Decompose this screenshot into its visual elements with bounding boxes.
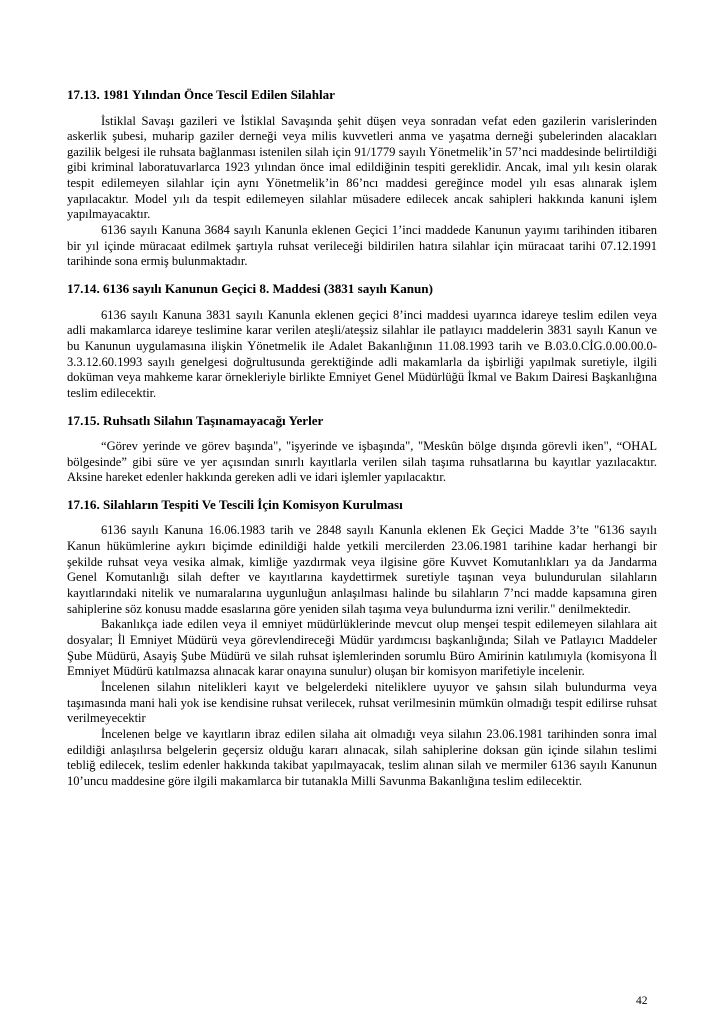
page-number: 42	[636, 995, 648, 1007]
section-17-14	[67, 281, 657, 401]
section-spacer	[67, 270, 657, 281]
document-page	[67, 87, 657, 790]
paragraph: İncelenen belge ve kayıtların ibraz edilen silaha ait olmadığı veya silahın 23.06.1981 tarihinden sonra imal edildiği anlaşılırsa belgelerin geçersiz olduğu kararı alınacak, silah sahiplerine doksan gün içinde silahın teslimi tebliğ edilecek, teslim edenler hakkında takibat yapılmayacak, teslim alınan silah ve mermiler 6136 sayılı Kanunun 10’uncu maddesine göre ilgili makamlarca bir tutanakla Milli Savunma Bakanlığına teslim edilecektir.	[67, 727, 657, 788]
paragraph: İncelenen silahın nitelikleri kayıt ve belgelerdeki niteliklere uyuyor ve şahsın silah bulundurma veya taşımasında mani hali yok ise kendisine ruhsat verilecek, ruhsat verilmesinin mümkün olmadığı tespit edilirse ruhsat verilmeyecektir	[67, 680, 657, 726]
paragraph: İstiklal Savaşı gazileri ve İstiklal Savaşında şehit düşen veya sonradan vefat eden gazilerin varislerinden askerlik şubesi, muharip gaziler derneği veya milis kuvvetleri anma ve yaşatma derneği şubelerinden alacakları gazilik belgesi ile ruhsata bağlanması istenilen silah için 91/1779 sayılı Yönetmelik’in 57’nci maddesinde belirtildiği gibi kriminal laboratuvarlarca 1923 yılından önce imal edildiğinin tespiti gereklidir. Ancak, imal yılı kesin olarak tespit edilemeyen silahlar için aynı Yönetmelik’in 86’ncı maddesi gereğince model yılı esas alınarak işlem yapılacaktır. Model yılı da tespit edilemeyen silahlar müsadere edilecek ancak sahipleri hakkında kanuni işlem yapılmayacaktır.	[67, 113, 657, 222]
paragraph: 6136 sayılı Kanuna 3684 sayılı Kanunla eklenen Geçici 1’inci maddede Kanunun yayımı tarihinden itibaren bir yıl içinde müracaat edilmek şartıyla ruhsat verileceği bildirilen hatıra silahlar için müracaat tarihi 07.12.1991 tarihinde sona ermiş bulunmaktadır.	[67, 223, 657, 269]
section-heading: 17.15. Ruhsatlı Silahın Taşınamayacağı Yerler	[67, 412, 324, 428]
paragraph: 6136 sayılı Kanuna 3831 sayılı Kanunla eklenen geçici 8’inci maddesi uyarınca idareye teslim edilen veya adli makamlarca idareye teslimine karar verilen ateşli/ateşsiz silahlar ile patlayıcı maddelerin 3831 sayılı Kanun ve bu Kanunun uygulamasına ilişkin Yönetmelik ile Adalet Bakanlığının 11.08.1993 tarih ve B.03.0.CİG.0.00.00.0-3.3.12.60.1993 sayılı genelgesi doğrultusunda gerektiğinde adli makamlarla da işbirliği yapılmak suretiyle, ilgili doküman veya mahkeme karar örnekleriyle birlikte Emniyet Genel Müdürlüğü İkmal ve Bakım Dairesi Başkanlığına teslim edilecektir.	[67, 307, 657, 400]
section-spacer	[67, 486, 657, 497]
section-heading: 17.13. 1981 Yılından Önce Tescil Edilen Silahlar	[67, 87, 335, 102]
paragraph: Bakanlıkça iade edilen veya il emniyet müdürlüklerinde mevcut olup menşei tespit edilemeyen silahlara ait dosyalar; İl Emniyet Müdürü veya görevlendireceği Müdür yardımcısı başkanlığında; Silah ve Patlayıcı Maddeler Şube Müdürü, Asayiş Şube Müdürü ve silah ruhsat işlemlerinden sorumlu Büro Amirinin katılımıyla (komisyona İl Emniyet Müdürü katılmazsa alınacak karar onayına sunulur) oluşan bir komisyon marifetiyle incelenir.	[67, 617, 657, 679]
section-17-13	[67, 87, 657, 270]
section-heading: 17.16. Silahların Tespiti Ve Tescili İçin Komisyon Kurulması	[67, 496, 403, 512]
paragraph: 6136 sayılı Kanuna 16.06.1983 tarih ve 2848 sayılı Kanunla eklenen Ek Geçici Madde 3’te "6136 sayılı Kanun hükümlerine aykırı biçimde edinildiği halde yetkili mercilerden 23.06.1981 tarihine kadar herhangi bir şekilde ruhsat veya vesika almak, kimliğe yazdırmak veya ilgisine göre Kuvvet Komutanlıkları ya da Jandarma Genel Komutanlığı silah defter ve kayıtlarına kaydettirmek suretiyle taşınan veya bulundurulan silahların kayıtlarındaki nitelik ve numaralarına uygunluğun anlaşılması halinde bu silahların 7’nci madde kapsamına giren sahiplerine söz konusu madde esaslarına göre yeniden silah taşıma veya bulundurma izni verilir." denilmektedir.	[67, 523, 657, 616]
section-17-16	[67, 497, 657, 790]
section-spacer	[67, 402, 657, 413]
section-heading: 17.14. 6136 sayılı Kanunun Geçici 8. Maddesi (3831 sayılı Kanun)	[67, 281, 433, 297]
section-17-15	[67, 413, 657, 486]
paragraph: “Görev yerinde ve görev başında", "işyerinde ve işbaşında", "Meskûn bölge dışında görevli iken", “OHAL bölgesinde” gibi süre ve yer açısından sınırlı kayıtlarla verilen silah taşıma ruhsatlarına bu kayıtlar yazılacaktır. Aksine hareket edenler hakkında gereken adli ve idari işlemler yapılacaktır.	[67, 439, 657, 485]
